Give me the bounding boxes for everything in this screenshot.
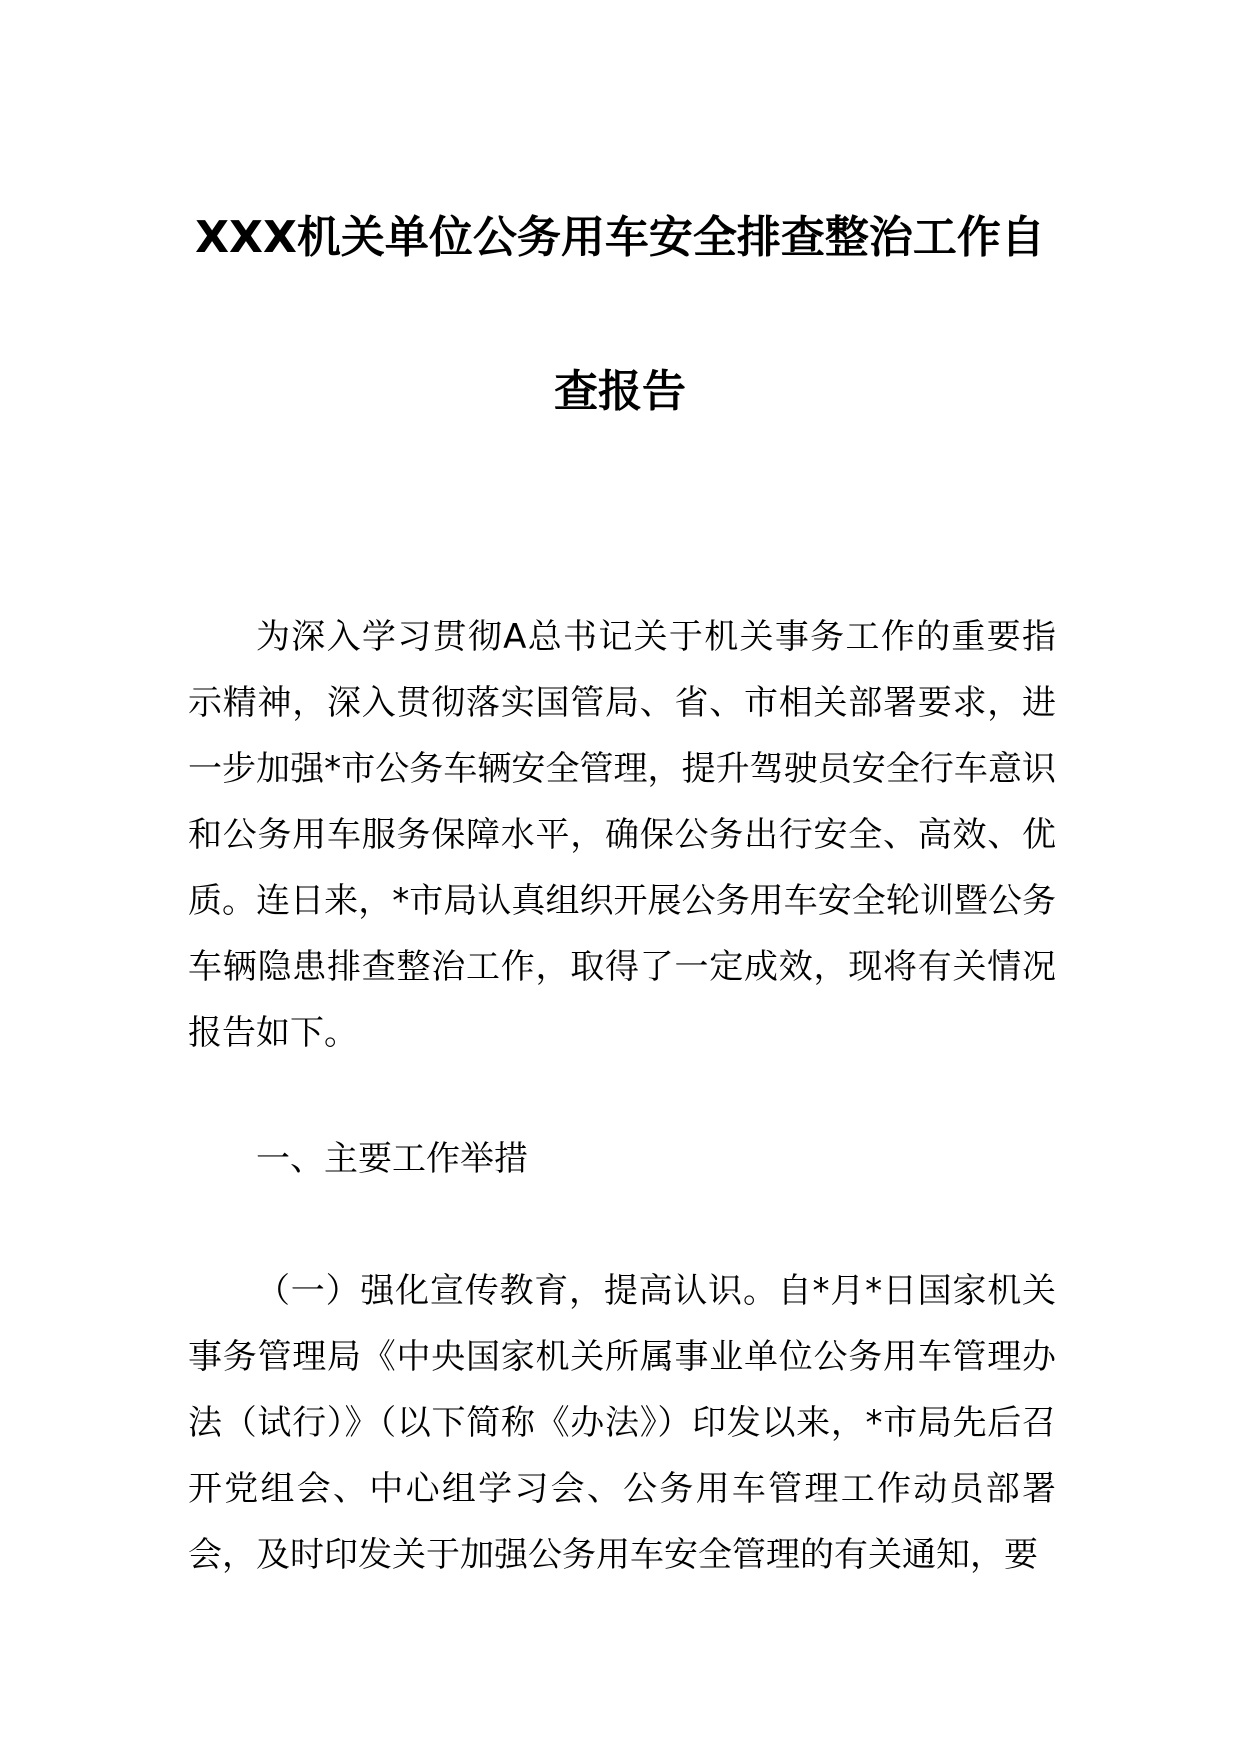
body-paragraph: （一）强化宣传教育，提高认识。自*月*日国家机关事务管理局《中央国家机关所属事业单位公务用车管理办法（试行）》（以下简称《办法》）印发以来，*市局先后召开党组会、中心组学习会、公务用车管理工作动员部署会，及时印发关于加强公务用车安全管理的有关通知，要 <box>188 1271 1056 1575</box>
intro-paragraph: 为深入学习贯彻A总书记关于机关事务工作的重要指示精神，深入贯彻落实国管局、省、市相关部署要求，进一步加强*市公务车辆安全管理，提升驾驶员安全行车意识和公务用车服务保障水平，确保公务出行安全、高效、优质。连日来，*市局认真组织开展公务用车安全轮训暨公务车辆隐患排查整治工作，取得了一定成效，现将有关情况报告如下。 <box>188 617 1056 1053</box>
document-title-line-1: XXX机关单位公务用车安全排查整治工作自 <box>195 212 1045 263</box>
document-title-line-2: 查报告 <box>554 366 686 417</box>
section-heading: 一、主要工作举措 <box>256 1139 528 1179</box>
